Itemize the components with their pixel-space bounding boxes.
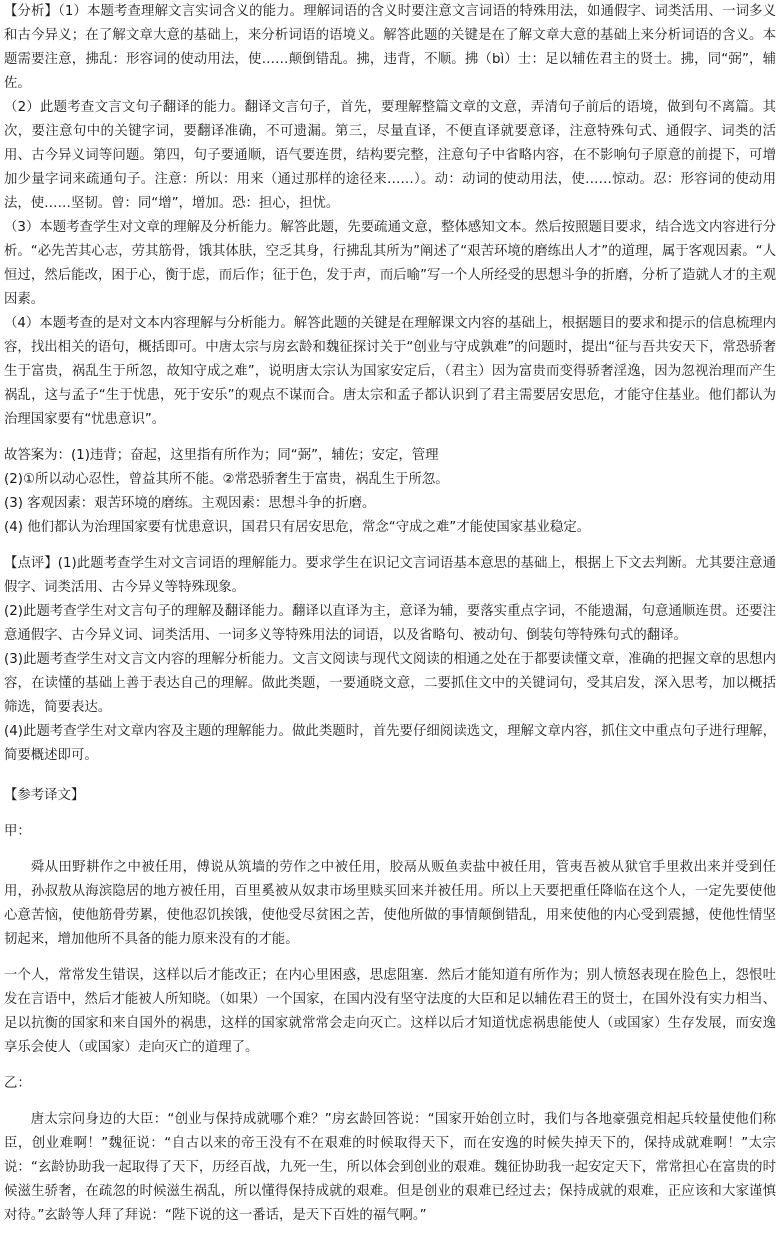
answer-line-4: (4) 他们都认为治理国家要有忧患意识，国君只有居安思危，常念“守成之难”才能使国家基业稳定。	[4, 520, 591, 535]
answer-section	[4, 444, 776, 540]
answer-line-1: 故答案为：(1)违背；奋起，这里指有所作为；同“弼”，辅佐；安定，管理	[4, 448, 439, 463]
comment-paragraph-1: 【点评】(1)此题考查学生对文言词语的理解能力。要求学生在识记文言词语基本意思的基础上，根据上下文去判断。尤其要注意通假字、词类活用、古今异义等特殊现象。	[4, 556, 776, 595]
passage-a-paragraph-2: 一个人，常常发生错误，这样以后才能改正；在内心里困惑，思虑阻塞．然后才能知道有所作为；别人愤怒表现在脸色上，怨恨吐发在言语中，然后才能被人所知晓。（如果）一个国家，在国内没有坚守法度的大臣和足以辅佐君王的贤士，在国外没有实力相当、足以抗衡的国家和来自国外的祸患，这样的国家就常常会走向灭亡。这样以后才知道忧虑祸患能使人（或国家）生存发展，而安逸享乐会使人（或国家）走向灭亡的道理了。	[4, 968, 776, 1055]
passage-a-paragraph-1: 舜从田野耕作之中被任用，傅说从筑墙的劳作之中被任用，胶鬲从贩鱼卖盐中被任用，管夷吾被从狱官手里救出来并受到任用，孙叔敖从海滨隐居的地方被任用，百里奚被从奴隶市场里赎买回来并被任用。所以上天要把重任降临在这个人，一定先要使他心意苦恼，使他筋骨劳累，使他忍饥挨饿，使他受尽贫困之苦，使他所做的事情颠倒错乱，用来使他的内心受到震撼，使他性情坚韧起来，增加他所不具备的能力原来没有的才能。	[4, 860, 776, 947]
comment-paragraph-4: (4)此题考查学生对文章内容及主题的理解能力。做此类题时，首先要仔细阅读选文，理解文章内容，抓住文中重点句子进行理解，简要概述即可。	[4, 724, 776, 763]
spacer	[4, 540, 776, 552]
comment-paragraph-2: (2)此题考查学生对文言句子的理解及翻译能力。翻译以直译为主，意译为辅，要落实重点字词，不能遗漏，句意通顺连贯。还要注意通假字、古今异义词、词类活用、一词多义等特殊用法的词语，以及省略句、被动句、倒装句等特殊句式的翻译。	[4, 604, 776, 643]
answer-line-3: (3) 客观因素：艰苦环境的磨练。主观因素：思想斗争的折磨。	[4, 496, 376, 511]
spacer	[4, 952, 776, 964]
comment-section	[4, 552, 776, 768]
analysis-section	[4, 0, 776, 432]
spacer	[4, 808, 776, 820]
spacer	[4, 844, 776, 856]
spacer	[4, 1060, 776, 1072]
spacer	[4, 1096, 776, 1108]
comment-paragraph-3: (3)此题考查学生对文言文内容的理解分析能力。文言文阅读与现代文阅读的相通之处在于都要读懂文章，准确的把握文章的思想内容，在读懂的基础上善于表达自己的理解。做此类题，一要通晓文意，二要抓住文中的关键词句，受其启发，深入思考，加以概括筛选，简要表达。	[4, 652, 776, 715]
passage-b-label: 乙：	[4, 1076, 31, 1091]
spacer	[4, 768, 776, 784]
analysis-paragraph-4: （4）本题考查的是对文本内容理解与分析能力。解答此题的关键是在理解课文内容的基础上，根据题目的要求和提示的信息梳理内容，找出相关的语句，概括即可。中唐太宗与房玄龄和魏征探讨关于“创业与守成孰难”的问题时，提出“征与吾共安天下，常恐骄奢生于富贵，祸乱生于所忽，故知守成之难”，说明唐太宗认为国家安定后，（君主）因为富贵而变得骄奢淫逸，因为忽视治理而产生祸乱，这与孟子“生于忧患，死于安乐”的观点不谋而合。唐太宗和孟子都认识到了君主需要居安思危，才能守住基业。他们都认为治理国家要有“忧患意识”。	[4, 316, 776, 427]
passage-b-paragraph-1: 唐太宗问身边的大臣：“创业与保持成就哪个难？”房玄龄回答说：“国家开始创立时，我们与各地豪强竞相起兵较量使他们称臣，创业难啊！”魏征说：“自古以来的帝王没有不在艰难的时候取得天下，而在安逸的时候失掉天下的，保持成就难啊！”太宗说：“玄龄协助我一起取得了天下，历经百战，九死一生，所以体会到创业的艰难。魏征协助我一起安定天下，常常担心在富贵的时候滋生骄奢，在疏忽的时候滋生祸乱，所以懂得保持成就的艰难。但是创业的艰难已经过去；保持成就的艰难，正应该和大家谨慎对待。”玄龄等人拜了拜说：“陛下说的这一番话，是天下百姓的福气啊。”	[4, 1112, 776, 1223]
analysis-paragraph-3: （3）本题考查学生对文章的理解及分析能力。解答此题，先要疏通文意，整体感知文本。然后按照题目要求，结合选文内容进行分析。“必先苦其心志，劳其筋骨，饿其体肤，空乏其身，行拂乱其所为”阐述了“艰苦环境的磨练出人才”的道理，属于客观因素。“人恒过，然后能改，困于心，衡于虑，而后作；征于色，发于声，而后喻”写一个人所经受的思想斗争的折磨，分析了造就人才的主观因素。	[4, 220, 776, 307]
analysis-paragraph-2: （2）此题考查文言文句子翻译的能力。翻译文言句子，首先，要理解整篇文章的文意，弄清句子前后的语境，做到句不离篇。其次，要注意句中的关键字词，要翻译准确，不可遗漏。第三，尽量直译，不便直译就要意译，注意特殊句式、通假字、词类的活用、古今异义词等问题。第四，句子要通顺，语气要连贯，结构要完整，注意句子中省略内容，在不影响句子原意的前提下，可增加少量字词来疏通句子。注意：所以：用来（通过那样的途径来……）。动：动词的使动用法，使……惊动。忍：形容词的使动用法，使……坚韧。曾：同“增”，增加。恐：担心，担忧。	[4, 100, 776, 211]
passage-a-label: 甲：	[4, 824, 31, 839]
answer-line-2: (2)①所以动心忍性，曾益其所不能。②常恐骄奢生于富贵，祸乱生于所忽。	[4, 472, 449, 487]
analysis-paragraph-1: 【分析】（1）本题考查理解文言实词含义的能力。理解词语的含义时要注意文言词语的特殊用法，如通假字、词类活用、一词多义和古今异义；在了解文章大意的基础上，来分析词语的语境义。解答此题的关键是在了解文章大意的基础上来分析词语的含义。本题需要注意，拂乱：形容词的使动用法，使……颠倒错乱。拂，违背，不顺。拂（bì）士：足以辅佐君主的贤士。拂，同“弼”，辅佐。	[4, 4, 776, 91]
translation-section	[4, 784, 776, 1228]
spacer	[4, 432, 776, 444]
translation-heading: 【参考译文】	[4, 788, 85, 803]
